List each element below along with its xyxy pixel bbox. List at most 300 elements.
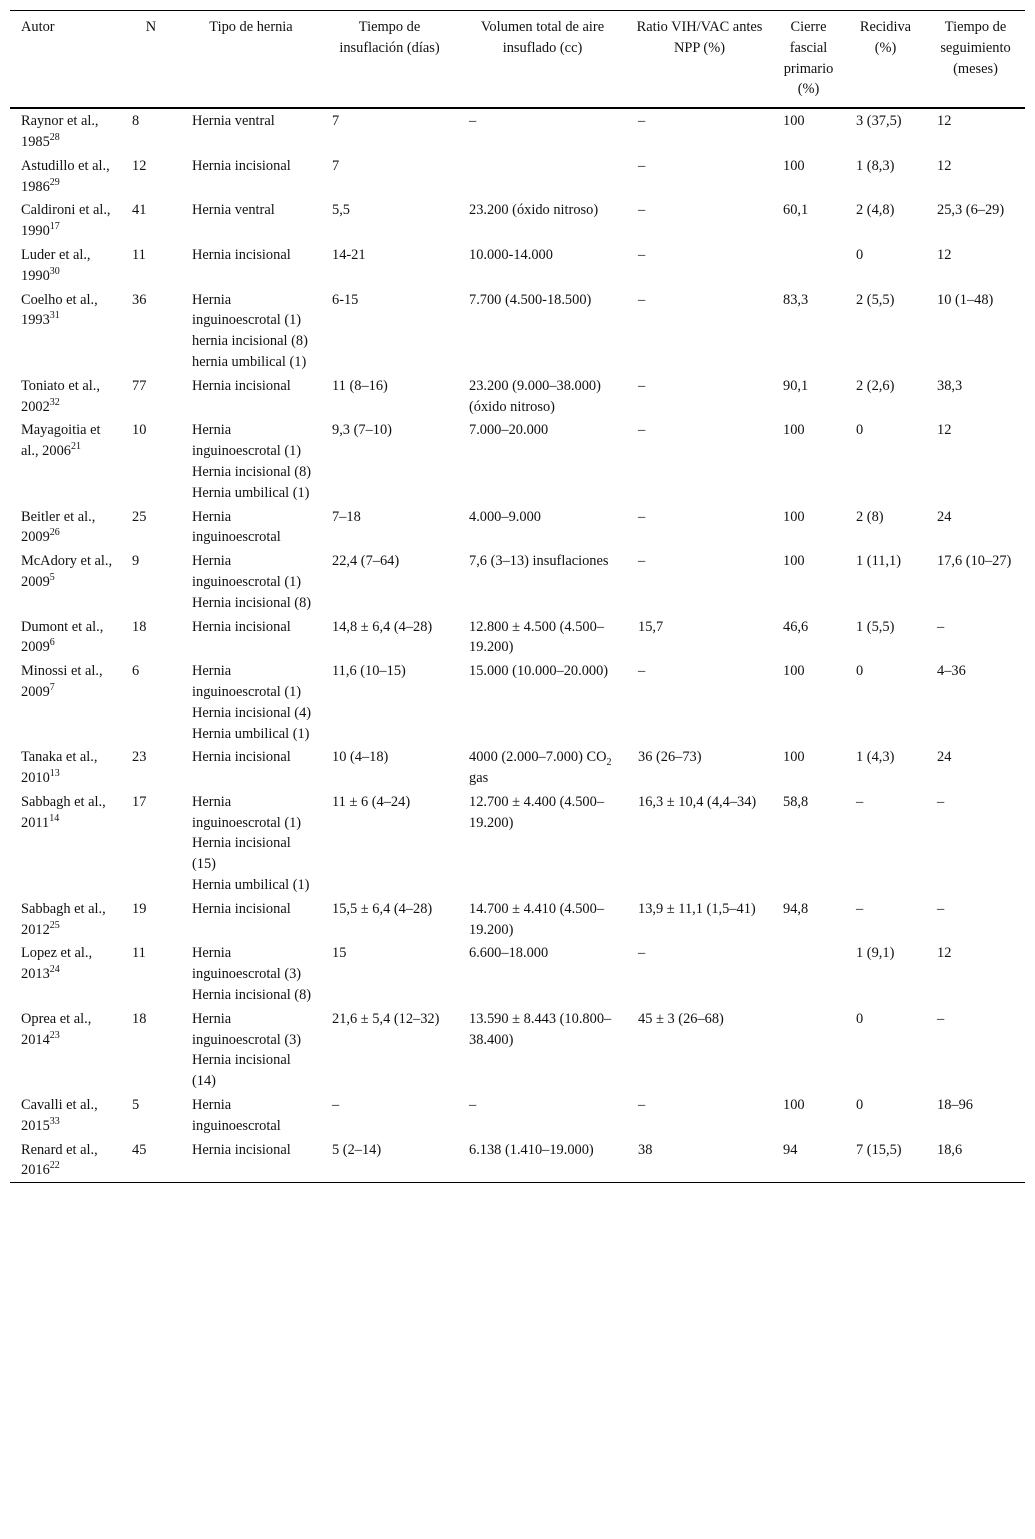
air-volume: 23.200 (9.000–38.000) (óxido nitroso) (469, 377, 601, 415)
air-volume: 7,6 (3–13) insuflaciones (469, 553, 609, 570)
cell-recidiva (845, 108, 926, 154)
cell-recidiva (845, 243, 926, 288)
cell-tipo (181, 549, 321, 614)
table-row (10, 897, 1025, 942)
cell-tiempo (321, 941, 458, 1006)
cell-volumen (458, 745, 627, 790)
air-volume: 10.000-14.000 (469, 246, 553, 263)
table-row (10, 198, 1025, 243)
author-name: Cavalli et al., 2015 (21, 1097, 98, 1134)
cell-tiempo (321, 659, 458, 745)
insufflation-time: 7 (332, 113, 340, 130)
cell-autor (10, 790, 121, 897)
cell-volumen (458, 108, 627, 154)
follow-up: – (937, 618, 945, 635)
hernia-type: Hernia umbilical (1) (192, 484, 310, 501)
hernia-type: Hernia inguinoescrotal (1) (192, 793, 302, 831)
hernia-type: Hernia incisional (192, 377, 291, 394)
cell-ratio (627, 198, 772, 243)
follow-up: 10 (1–48) (937, 291, 994, 308)
insufflation-time: – (332, 1097, 340, 1114)
cell-ratio (627, 549, 772, 614)
air-volume: 13.590 ± 8.443 (10.800–38.400) (469, 1010, 612, 1048)
cell-recidiva (845, 897, 926, 942)
air-volume: 12.800 ± 4.500 (4.500–19.200) (469, 618, 605, 656)
cell-n (121, 549, 181, 614)
recurrence: 1 (8,3) (856, 157, 895, 174)
follow-up: 38,3 (937, 377, 963, 394)
insufflation-time: 14,8 ± 6,4 (4–28) (332, 618, 433, 635)
cell-autor (10, 243, 121, 288)
sample-size: 18 (132, 1010, 147, 1027)
follow-up: – (937, 900, 945, 917)
sample-size: 36 (132, 291, 147, 308)
cell-recidiva (845, 418, 926, 504)
cell-recidiva (845, 154, 926, 199)
follow-up: 12 (937, 157, 952, 174)
author-name: Lopez et al., 2013 (21, 945, 93, 983)
reference-number: 7 (49, 682, 55, 694)
author-name: Minossi et al., 2009 (21, 663, 103, 700)
cell-tiempo (321, 374, 458, 419)
cell-volumen (458, 615, 627, 660)
cell-seguimiento (926, 745, 1025, 790)
cell-n (121, 1007, 181, 1093)
ratio-value: – (638, 377, 646, 394)
cell-autor (10, 615, 121, 660)
cell-cierre (772, 418, 845, 504)
cell-tipo (181, 288, 321, 374)
cell-seguimiento (926, 108, 1025, 154)
reference-number: 22 (49, 1160, 60, 1172)
ratio-value: – (638, 945, 646, 962)
cell-cierre (772, 615, 845, 660)
cell-seguimiento (926, 374, 1025, 419)
cell-volumen (458, 154, 627, 199)
cell-recidiva (845, 659, 926, 745)
reference-number: 17 (49, 221, 60, 233)
cell-recidiva (845, 790, 926, 897)
cell-tiempo (321, 418, 458, 504)
reference-number: 24 (49, 964, 60, 976)
insufflation-time: 11,6 (10–15) (332, 663, 406, 680)
cell-tiempo (321, 243, 458, 288)
sample-size: 6 (132, 663, 140, 680)
fascial-closure: 100 (783, 157, 805, 174)
reference-number: 32 (49, 396, 60, 408)
cell-n (121, 288, 181, 374)
air-volume: 23.200 (óxido nitroso) (469, 202, 599, 219)
cell-autor (10, 745, 121, 790)
cell-seguimiento (926, 1093, 1025, 1138)
cell-tipo (181, 243, 321, 288)
cell-tiempo (321, 897, 458, 942)
ratio-value: – (638, 508, 646, 525)
cell-seguimiento (926, 549, 1025, 614)
ratio-value: 45 ± 3 (26–68) (638, 1010, 724, 1027)
cell-autor (10, 659, 121, 745)
reference-number: 21 (70, 441, 81, 453)
air-volume: – (469, 113, 477, 130)
cell-ratio (627, 108, 772, 154)
cell-ratio (627, 615, 772, 660)
fascial-closure: 100 (783, 663, 805, 680)
cell-seguimiento (926, 243, 1025, 288)
hernia-type: Hernia inguinoescrotal (1) (192, 422, 302, 460)
cell-cierre (772, 288, 845, 374)
follow-up: 12 (937, 945, 952, 962)
hernia-type: Hernia incisional (192, 618, 291, 635)
hernia-type: Hernia inguinoescrotal (1) (192, 553, 302, 590)
ratio-value: 13,9 ± 11,1 (1,5–41) (638, 900, 756, 917)
hernia-type: Hernia incisional (8) (192, 594, 312, 611)
reference-number: 13 (49, 768, 60, 780)
recurrence: 0 (856, 246, 864, 263)
hernia-type: Hernia inguinoescrotal (1) (192, 663, 302, 700)
fascial-closure: 100 (783, 422, 805, 439)
table-row (10, 418, 1025, 504)
cell-recidiva (845, 1138, 926, 1183)
header-seguimiento: Tiempo de seguimiento (meses) (926, 11, 1025, 109)
recurrence: 2 (5,5) (856, 291, 895, 308)
sample-size: 23 (132, 749, 147, 766)
recurrence: 1 (5,5) (856, 618, 895, 635)
cell-tipo (181, 505, 321, 550)
ratio-value: 15,7 (638, 618, 664, 635)
cell-seguimiento (926, 1007, 1025, 1093)
follow-up: 18–96 (937, 1097, 973, 1114)
cell-n (121, 615, 181, 660)
cell-recidiva (845, 374, 926, 419)
cell-tiempo (321, 615, 458, 660)
hernia-type: Hernia incisional (8) (192, 987, 312, 1004)
author-name: Coelho et al., 1993 (21, 291, 98, 329)
author-name: Sabbagh et al., 2011 (21, 793, 106, 831)
cell-ratio (627, 243, 772, 288)
cell-tiempo (321, 288, 458, 374)
cell-ratio (627, 790, 772, 897)
cell-n (121, 374, 181, 419)
cell-tipo (181, 745, 321, 790)
follow-up: – (937, 1010, 945, 1027)
cell-n (121, 1093, 181, 1138)
cell-autor (10, 941, 121, 1006)
recurrence: 0 (856, 422, 864, 439)
cell-n (121, 108, 181, 154)
cell-tipo (181, 659, 321, 745)
author-name: Renard et al., 2016 (21, 1141, 98, 1179)
sample-size: 19 (132, 900, 147, 917)
author-name: Mayagoitia et al., 2006 (21, 422, 101, 460)
sample-size: 11 (132, 945, 146, 962)
cell-seguimiento (926, 659, 1025, 745)
insufflation-time: 22,4 (7–64) (332, 553, 400, 570)
header-autor: Autor (10, 11, 121, 109)
recurrence: 3 (37,5) (856, 113, 902, 130)
hernia-type: Hernia ventral (192, 113, 275, 130)
fascial-closure: 46,6 (783, 618, 809, 635)
air-volume-subscript: 2 (606, 757, 612, 769)
insufflation-time: 5,5 (332, 202, 350, 219)
cell-volumen (458, 790, 627, 897)
reference-number: 25 (49, 919, 60, 931)
cell-recidiva (845, 615, 926, 660)
table-row (10, 288, 1025, 374)
reference-number: 30 (49, 265, 60, 277)
insufflation-time: 15,5 ± 6,4 (4–28) (332, 900, 433, 917)
cell-tiempo (321, 198, 458, 243)
table-row (10, 659, 1025, 745)
hernia-type: Hernia inguinoescrotal (192, 1097, 281, 1134)
hernia-type: Hernia incisional (8) (192, 463, 312, 480)
ratio-value: 38 (638, 1141, 653, 1158)
fascial-closure: 100 (783, 749, 805, 766)
hernia-type: Hernia incisional (192, 246, 291, 263)
cell-cierre (772, 154, 845, 199)
cell-recidiva (845, 505, 926, 550)
cell-autor (10, 108, 121, 154)
table-row (10, 615, 1025, 660)
cell-n (121, 198, 181, 243)
cell-cierre (772, 549, 845, 614)
cell-cierre (772, 505, 845, 550)
hernia-type: Hernia umbilical (1) (192, 725, 310, 742)
insufflation-time: 7–18 (332, 508, 361, 525)
table-row (10, 1007, 1025, 1093)
ratio-value: – (638, 291, 646, 308)
cell-ratio (627, 1007, 772, 1093)
cell-volumen (458, 1093, 627, 1138)
follow-up: 12 (937, 246, 952, 263)
cell-ratio (627, 897, 772, 942)
cell-seguimiento (926, 288, 1025, 374)
cell-autor (10, 154, 121, 199)
cell-autor (10, 418, 121, 504)
header-cierre: Cierre fascial primario (%) (772, 11, 845, 109)
air-volume: 15.000 (10.000–20.000) (469, 663, 609, 680)
cell-autor (10, 897, 121, 942)
insufflation-time: 15 (332, 945, 347, 962)
cell-seguimiento (926, 1138, 1025, 1183)
cell-tipo (181, 198, 321, 243)
air-volume: – (469, 1097, 477, 1114)
insufflation-time: 14-21 (332, 246, 366, 263)
fascial-closure: 100 (783, 508, 805, 525)
follow-up: 18,6 (937, 1141, 963, 1158)
cell-autor (10, 1007, 121, 1093)
cell-ratio (627, 659, 772, 745)
cell-tipo (181, 941, 321, 1006)
air-volume: 7.000–20.000 (469, 422, 549, 439)
cell-cierre (772, 374, 845, 419)
cell-ratio (627, 1138, 772, 1183)
cell-autor (10, 1093, 121, 1138)
follow-up: 12 (937, 422, 952, 439)
cell-recidiva (845, 745, 926, 790)
cell-seguimiento (926, 198, 1025, 243)
hernia-type: Hernia incisional (4) (192, 704, 312, 721)
cell-cierre (772, 1007, 845, 1093)
table-row (10, 941, 1025, 1006)
recurrence: 1 (4,3) (856, 749, 895, 766)
air-volume-suffix: gas (469, 770, 489, 787)
sample-size: 11 (132, 246, 146, 263)
cell-n (121, 505, 181, 550)
fascial-closure: 90,1 (783, 377, 809, 394)
cell-cierre (772, 1093, 845, 1138)
table-row (10, 243, 1025, 288)
sample-size: 77 (132, 377, 147, 394)
air-volume: 4000 (2.000–7.000) CO (469, 749, 607, 766)
fascial-closure: 100 (783, 553, 805, 570)
cell-n (121, 1138, 181, 1183)
cell-tiempo (321, 1007, 458, 1093)
sample-size: 5 (132, 1097, 140, 1114)
hernia-type: hernia incisional (8) (192, 333, 308, 350)
cell-volumen (458, 897, 627, 942)
cell-n (121, 418, 181, 504)
cell-autor (10, 288, 121, 374)
reference-number: 14 (49, 812, 60, 824)
insufflation-time: 7 (332, 157, 340, 174)
follow-up: 4–36 (937, 663, 966, 680)
cell-ratio (627, 154, 772, 199)
header-volumen: Volumen total de aire insuflado (cc) (458, 11, 627, 109)
reference-number: 29 (49, 176, 60, 188)
author-name: Sabbagh et al., 2012 (21, 900, 106, 938)
cell-ratio (627, 288, 772, 374)
ratio-value: – (638, 1097, 646, 1114)
cell-autor (10, 374, 121, 419)
hernia-type: Hernia inguinoescrotal (3) (192, 1010, 302, 1048)
recurrence: 7 (15,5) (856, 1141, 902, 1158)
cell-seguimiento (926, 941, 1025, 1006)
table-row (10, 108, 1025, 154)
cell-autor (10, 198, 121, 243)
hernia-type: Hernia inguinoescrotal (192, 508, 281, 546)
cell-autor (10, 549, 121, 614)
cell-cierre (772, 941, 845, 1006)
follow-up: 12 (937, 113, 952, 130)
sample-size: 18 (132, 618, 147, 635)
air-volume: 12.700 ± 4.400 (4.500–19.200) (469, 793, 605, 831)
cell-volumen (458, 941, 627, 1006)
sample-size: 9 (132, 553, 140, 570)
author-name: Tanaka et al., 2010 (21, 749, 98, 787)
insufflation-time: 5 (2–14) (332, 1141, 382, 1158)
hernia-type: Hernia inguinoescrotal (1) (192, 291, 302, 329)
follow-up: 24 (937, 749, 952, 766)
ratio-value: – (638, 246, 646, 263)
cell-tiempo (321, 790, 458, 897)
hernia-type: Hernia umbilical (1) (192, 877, 310, 894)
cell-recidiva (845, 1007, 926, 1093)
cell-seguimiento (926, 615, 1025, 660)
cell-recidiva (845, 198, 926, 243)
cell-tiempo (321, 1093, 458, 1138)
header-tiempo: Tiempo de insuflación (días) (321, 11, 458, 109)
hernia-type: Hernia ventral (192, 202, 275, 219)
cell-volumen (458, 1007, 627, 1093)
hernia-type: Hernia incisional (15) (192, 835, 291, 873)
cell-ratio (627, 941, 772, 1006)
cell-tipo (181, 790, 321, 897)
cell-tipo (181, 615, 321, 660)
recurrence: 2 (2,6) (856, 377, 895, 394)
hernia-type: Hernia incisional (192, 900, 291, 917)
ratio-value: 36 (26–73) (638, 749, 702, 766)
sample-size: 12 (132, 157, 147, 174)
cell-seguimiento (926, 418, 1025, 504)
cell-volumen (458, 198, 627, 243)
cell-n (121, 243, 181, 288)
cell-cierre (772, 897, 845, 942)
data-table (10, 10, 1025, 1183)
cell-volumen (458, 243, 627, 288)
hernia-type: Hernia incisional (192, 749, 291, 766)
author-name: Dumont et al., 2009 (21, 618, 104, 656)
reference-number: 31 (49, 310, 60, 322)
table-row (10, 1138, 1025, 1183)
author-name: Caldironi et al., 1990 (21, 202, 111, 240)
cell-recidiva (845, 288, 926, 374)
hernia-type: Hernia incisional (192, 157, 291, 174)
follow-up: – (937, 793, 945, 810)
sample-size: 17 (132, 793, 147, 810)
recurrence: 1 (11,1) (856, 553, 902, 570)
cell-seguimiento (926, 897, 1025, 942)
table-container (10, 10, 1025, 1183)
air-volume: 7.700 (4.500-18.500) (469, 291, 592, 308)
cell-tiempo (321, 549, 458, 614)
recurrence: 0 (856, 663, 864, 680)
fascial-closure: 94,8 (783, 900, 809, 917)
air-volume: 6.600–18.000 (469, 945, 549, 962)
reference-number: 28 (49, 132, 60, 144)
cell-tipo (181, 1138, 321, 1183)
ratio-value: – (638, 113, 646, 130)
table-row (10, 790, 1025, 897)
follow-up: 25,3 (6–29) (937, 202, 1005, 219)
air-volume: 4.000–9.000 (469, 508, 541, 525)
cell-tiempo (321, 154, 458, 199)
recurrence: – (856, 900, 864, 917)
cell-seguimiento (926, 154, 1025, 199)
insufflation-time: 6-15 (332, 291, 359, 308)
recurrence: 0 (856, 1010, 864, 1027)
follow-up: 17,6 (10–27) (937, 553, 1012, 570)
author-name: Oprea et al., 2014 (21, 1010, 92, 1048)
reference-number: 26 (49, 527, 60, 539)
author-name: Toniato et al., 2002 (21, 377, 100, 415)
cell-ratio (627, 1093, 772, 1138)
reference-number: 23 (49, 1029, 60, 1041)
cell-tiempo (321, 108, 458, 154)
recurrence: 0 (856, 1097, 864, 1114)
table-row (10, 505, 1025, 550)
ratio-value: 16,3 ± 10,4 (4,4–34) (638, 793, 757, 810)
cell-tiempo (321, 745, 458, 790)
ratio-value: – (638, 422, 646, 439)
cell-tipo (181, 374, 321, 419)
cell-recidiva (845, 549, 926, 614)
cell-ratio (627, 505, 772, 550)
cell-cierre (772, 108, 845, 154)
cell-cierre (772, 790, 845, 897)
ratio-value: – (638, 553, 646, 570)
cell-recidiva (845, 941, 926, 1006)
cell-cierre (772, 745, 845, 790)
